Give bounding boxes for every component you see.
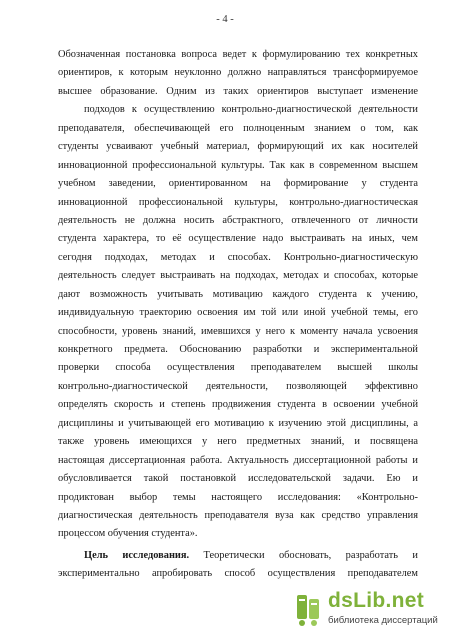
dslib-logo-icon — [294, 591, 324, 627]
text-line: подходов к осуществлению контрольно-диагностической деятельности — [84, 104, 418, 116]
text-line: определять скорость и степень продвижения студента в освоении учебной — [58, 399, 418, 411]
text-line: высшее образование. Одним из таких ориентиров выступает изменение — [58, 85, 418, 97]
text-line: диагностическая деятельность преподавателя вуза как средство управления — [58, 509, 418, 521]
dslib-watermark — [294, 589, 444, 631]
text-line: Обозначенная постановка вопроса ведет к формулированию тех конкретных — [58, 49, 418, 60]
text-line: также уровень имеющихся у него предметных знаний, и посвящена — [58, 436, 418, 448]
text-line: обусловливается такой постановкой исследовательской задачи. Ею и — [58, 473, 418, 485]
text-line: проверки способа осуществления преподавателем высшей школы — [58, 362, 418, 374]
text-line: ориентиров, к которым неуклонно должно направляться трансформируемое — [58, 67, 418, 79]
text-line: учебном заведении, ориентированном на формирование у студента — [58, 178, 418, 190]
text-line: студента характера, то её осуществление надо выстраивать на иных, чем — [58, 233, 418, 245]
text-line: настоящая диссертационная работа. Актуальность диссертационной работы и — [58, 454, 418, 466]
text-line: конкретного предмета. Обоснованию разработки и экспериментальной — [58, 344, 418, 355]
research-goal-label: Цель исследования. — [84, 549, 190, 561]
text-line: способности, уровень знаний, имевшихся у него к моменту начала усвоения — [58, 325, 418, 337]
text-line: процессом обучения студента». — [58, 528, 198, 540]
text-line: инновационной профессиональной культуры, контрольно-диагностическая — [58, 196, 418, 208]
text-line: деятельность следует выстраивать на подходах, методах и способах, которые — [58, 270, 418, 282]
text-line: дают возможность учитывать мотивацию каждого студента к учению, — [58, 288, 418, 300]
text-line: экспериментально апробировать способ осуществления преподавателем — [58, 568, 418, 580]
page-number: - 4 - — [216, 14, 234, 25]
text-line: преподавателя, обеспечивающей его полноценным знанием о том, как — [58, 122, 418, 134]
watermark-title: dsLib.net — [328, 589, 425, 612]
research-goal-text: Теоретически обосновать, разработать и — [189, 549, 418, 561]
text-line: контрольно-диагностической деятельности, позволяющей эффективно — [58, 380, 418, 392]
text-line: студенты усваивают учебный материал, формирующий их как носителей — [58, 141, 418, 153]
watermark-subtitle: библиотека диссертаций — [328, 615, 438, 626]
text-line: дисциплины и учитывающей его мотивацию к изучению этой дисциплины, а — [58, 417, 418, 429]
text-line: продиктован выбор темы настоящего исследования: «Контрольно- — [58, 491, 418, 503]
text-line: деятельность не должна носить абстрактного, отвлеченного от личности — [58, 214, 418, 226]
body-text — [58, 46, 418, 584]
text-line: индивидуальную траекторию освоения им той или иной учебной темы, его — [58, 307, 418, 319]
research-goal-line — [58, 547, 418, 565]
text-line: сегодня подходах, методах и способах. Контрольно-диагностическую — [58, 251, 418, 263]
text-line: инновационной профессиональной культуры. Так как в современном высшем — [58, 159, 418, 171]
